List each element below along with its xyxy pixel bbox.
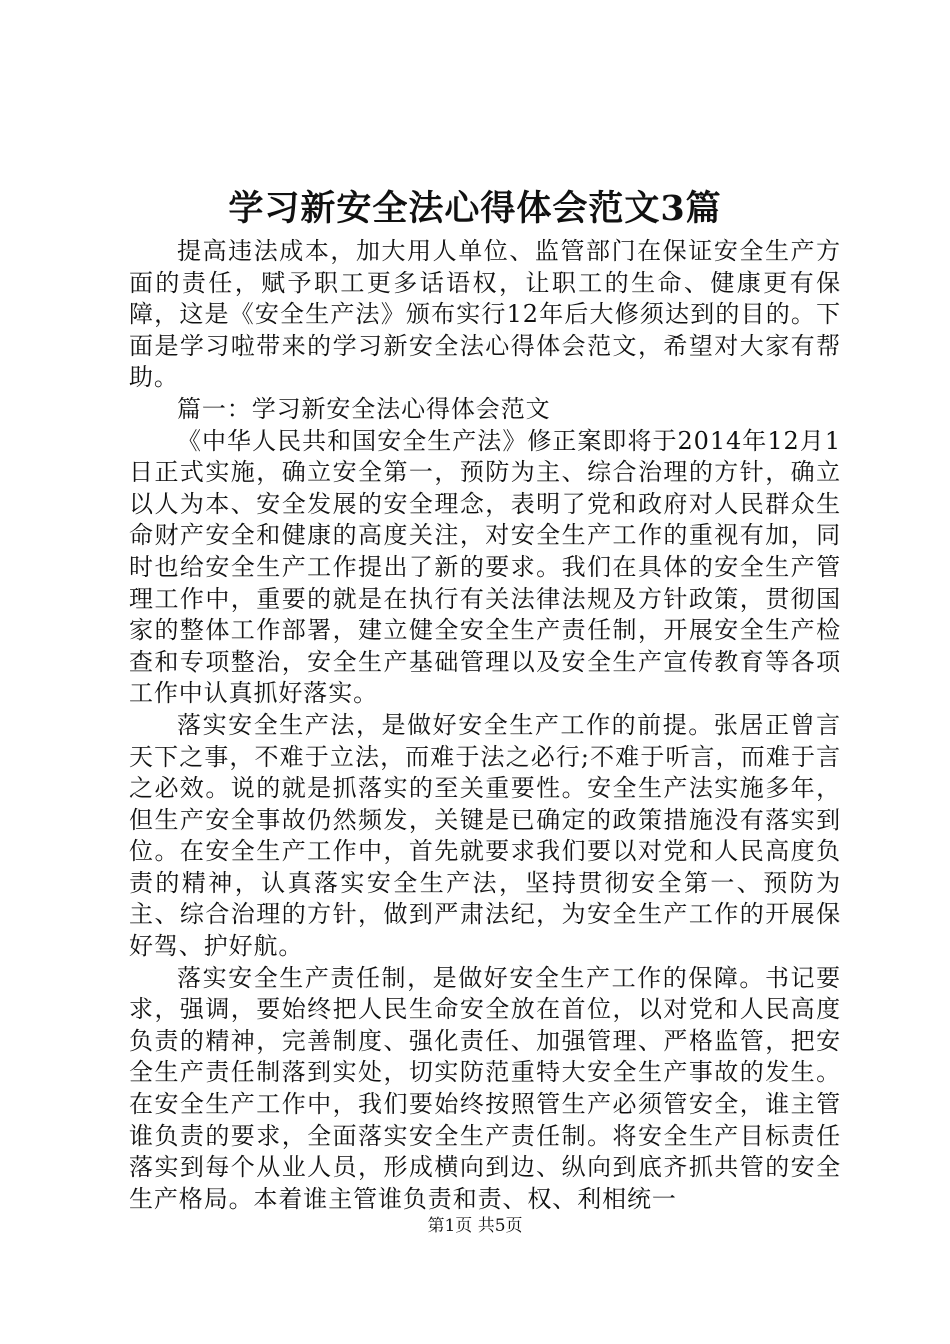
section-heading: 篇一：学习新安全法心得体会范文 <box>177 394 551 423</box>
paragraph-intro: 提高违法成本，加大用人单位、监管部门在保证安全生产方面的责任，赋予职工更多话语权，让职工的生命、健康更有保障，这是《安全生产法》颁布实行12年后大修须达到的目的。下面是学习啦带来的学习新安全法心得体会范文，希望对大家有帮助。 <box>129 237 841 392</box>
document-title: 学习新安全法心得体会范文3篇 <box>228 188 722 229</box>
page-number-footer: 第1页 共5页 <box>427 1216 523 1236</box>
document-body <box>129 236 841 1215</box>
paragraph: 落实安全生产法，是做好安全生产工作的前提。张居正曾言天下之事，不难于立法，而难于法之必行;不难于听言，而难于言之必效。说的就是抓落实的至关重要性。安全生产法实施多年，但生产安全事故仍然频发，关键是已确定的政策措施没有落实到位。在安全生产工作中，首先就要求我们要以对党和人民高度负责的精神，认真落实安全生产法，坚持贯彻安全第一、预防为主、综合治理的方针，做到严肃法纪，为安全生产工作的开展保好驾、护好航。 <box>129 710 841 961</box>
paragraph: 《中华人民共和国安全生产法》修正案即将于2014年12月1日正式实施，确立安全第一，预防为主、综合治理的方针，确立以人为本、安全发展的安全理念，表明了党和政府对人民群众生命财产安全和健康的高度关注，对安全生产工作的重视有加，同时也给安全生产工作提出了新的要求。我们在具体的安全生产管理工作中，重要的就是在执行有关法律法规及方针政策，贯彻国家的整体工作部署，建立健全安全生产责任制，开展安全生产检查和专项整治，安全生产基础管理以及安全生产宣传教育等各项工作中认真抓好落实。 <box>129 426 841 708</box>
paragraph: 落实安全生产责任制，是做好安全生产工作的保障。书记要求，强调，要始终把人民生命安全放在首位，以对党和人民高度负责的精神，完善制度、强化责任、加强管理、严格监管，把安全生产责任制落到实处，切实防范重特大安全生产事故的发生。在安全生产工作中，我们要始终按照管生产必须管安全，谁主管谁负责的要求，全面落实安全生产责任制。将安全生产目标责任落实到每个从业人员，形成横向到边、纵向到底齐抓共管的安全生产格局。本着谁主管谁负责和责、权、利相统一 <box>129 963 841 1213</box>
